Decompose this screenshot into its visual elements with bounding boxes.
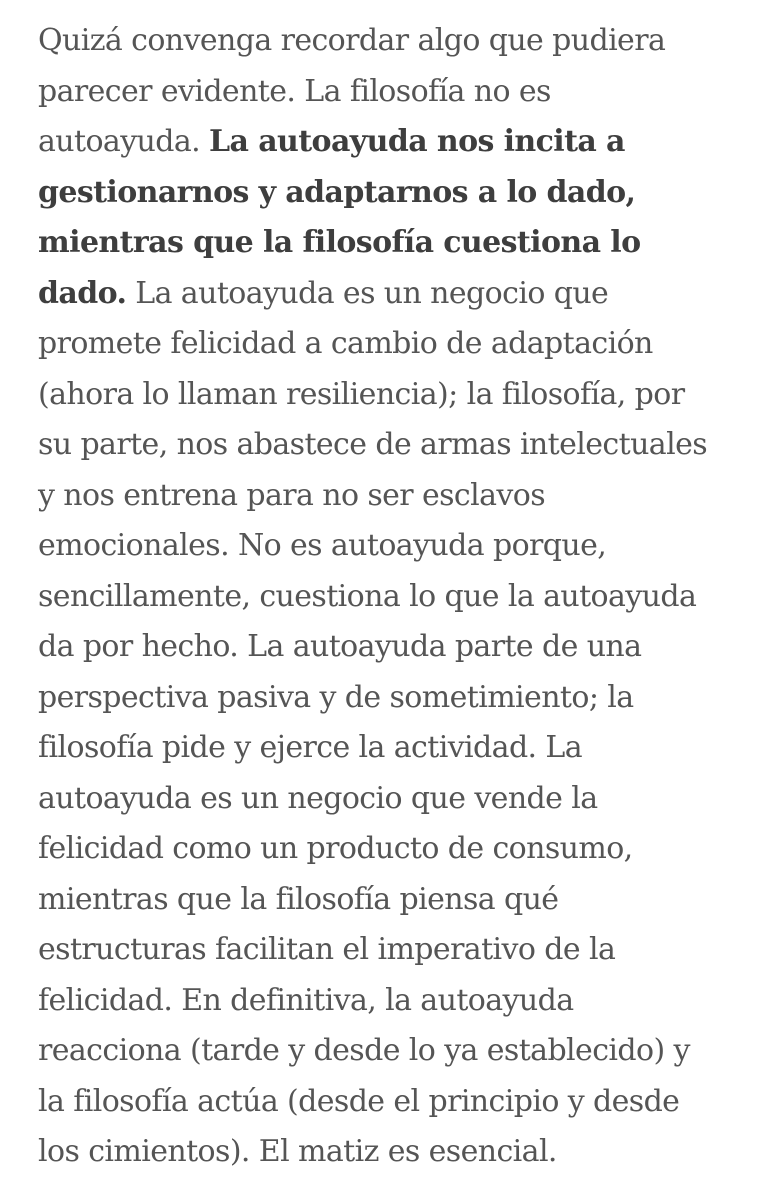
text-line [38, 774, 746, 825]
text-line [38, 1077, 746, 1128]
text-line [38, 976, 746, 1027]
text-run: los cimientos). El matiz es esencial. [38, 1134, 557, 1169]
text-run: felicidad. En definitiva, la autoayuda [38, 982, 574, 1018]
text-line [38, 673, 746, 724]
text-line [38, 16, 746, 67]
paragraph [38, 16, 746, 1178]
text-line [38, 1026, 746, 1077]
text-line [38, 117, 746, 168]
text-run: La autoayuda es un negocio que [126, 275, 609, 311]
text-run: estructuras facilitan el imperativo de la [38, 932, 616, 967]
text-run: promete felicidad a cambio de adaptación [38, 326, 653, 361]
text-run: su parte, nos abastece de armas intelectuales [38, 427, 708, 462]
text-line [38, 168, 746, 219]
text-line [38, 875, 746, 926]
text-run: mientras que la filosofía piensa qué [38, 881, 559, 917]
text-run: sencillamente, cuestiona lo que la autoayuda [38, 578, 697, 614]
text-run: autoayuda. [38, 124, 210, 159]
text-line [38, 370, 746, 421]
text-run: felicidad como un producto de consumo, [38, 831, 633, 866]
bold-text-run: mientras que la filosofía cuestiona lo [38, 225, 641, 260]
text-line [38, 269, 746, 320]
text-line [38, 925, 746, 976]
text-line [38, 420, 746, 471]
text-run: autoayuda es un negocio que vende la [38, 780, 598, 816]
text-run: y nos entrena para no ser esclavos [38, 477, 546, 513]
text-line [38, 824, 746, 875]
text-run: reacciona (tarde y desde lo ya establecido) y [38, 1033, 690, 1068]
text-run: filosofía pide y ejerce la actividad. La [38, 730, 583, 765]
text-run: emocionales. No es autoayuda porque, [38, 528, 607, 563]
text-line [38, 471, 746, 522]
text-run: la filosofía actúa (desde el principio y desde [38, 1083, 680, 1119]
text-line [38, 723, 746, 774]
text-run: perspectiva pasiva y de sometimiento; la [38, 679, 634, 715]
text-run: (ahora lo llaman resiliencia); la filosofía, por [38, 376, 685, 412]
text-line [38, 319, 746, 370]
text-line [38, 622, 746, 673]
text-line [38, 572, 746, 623]
text-line [38, 218, 746, 269]
text-line [38, 67, 746, 118]
bold-text-run: gestionarnos y adaptarnos a lo dado, [38, 174, 636, 210]
text-line [38, 521, 746, 572]
bold-text-run: La autoayuda nos incita a [209, 124, 625, 159]
text-run: da por hecho. La autoayuda parte de una [38, 629, 642, 664]
text-run: parecer evidente. La filosofía no es [38, 73, 551, 109]
text-line [38, 1127, 746, 1178]
text-run: Quizá convenga recordar algo que pudiera [38, 23, 666, 58]
bold-text-run: dado. [38, 275, 127, 311]
